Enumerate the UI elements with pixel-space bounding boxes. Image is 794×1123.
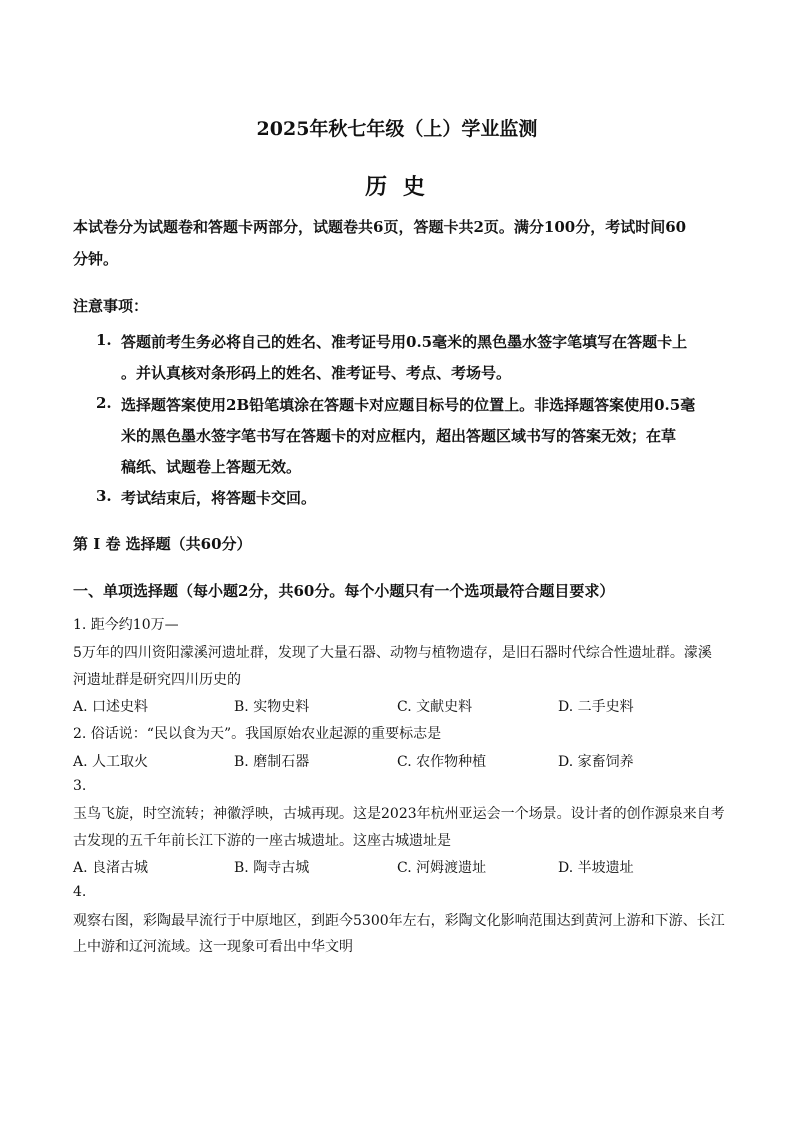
- section-title: 一、单项选择题（每小题2分，共60分。每个小题只有一个选项最符合题目要求）: [73, 582, 615, 600]
- notice-text-line: 答题前考生务必将自己的姓名、准考证号用0.5毫米的黑色墨水签字笔填写在答题卡上: [121, 333, 688, 351]
- exam-title: 2025年秋七年级（上）学业监测: [256, 118, 538, 140]
- option-a: A. 良渚古城: [73, 860, 149, 876]
- part-title: 第 I 卷 选择题（共60分）: [73, 535, 252, 553]
- option-b: B. 实物史料: [234, 699, 310, 715]
- question-text-line: 观察右图，彩陶最早流行于中原地区，到距今5300年左右，彩陶文化影响范围达到黄河上游和下游、长江: [73, 913, 725, 929]
- intro-line-2: 分钟。: [73, 250, 119, 268]
- notice-text-line: 选择题答案使用2B铅笔填涂在答题卡对应题目标号的位置上。非选择题答案使用0.5毫: [121, 396, 696, 414]
- option-b: B. 磨制石器: [234, 754, 310, 770]
- option-d: D. 二手史料: [558, 699, 634, 715]
- option-a: A. 口述史料: [73, 699, 149, 715]
- notice-text-line: 。并认真核对条形码上的姓名、准考证号、考点、考场号。: [121, 364, 512, 382]
- option-a: A. 人工取火: [73, 754, 149, 770]
- option-c: C. 文献史料: [397, 699, 473, 715]
- question-text-line: 5万年的四川资阳濛溪河遗址群，发现了大量石器、动物与植物遗存，是旧石器时代综合性遗址群。濛溪: [73, 645, 712, 661]
- question-number: 3.: [73, 778, 87, 794]
- question-number: 1. 距今约10万—: [73, 617, 179, 633]
- question-text-line: 玉鸟飞旋，时空流转；神徽浮映，古城再现。这是2023年杭州亚运会一个场景。设计者的创作源泉来自考: [73, 806, 725, 822]
- intro-line-1: 本试卷分为试题卷和答题卡两部分，试题卷共6页，答题卡共2页。满分100分，考试时间60: [73, 218, 687, 236]
- question-text-line: 上中游和辽河流域。这一现象可看出中华文明: [73, 939, 353, 955]
- option-d: D. 家畜饲养: [558, 754, 634, 770]
- option-c: C. 农作物种植: [397, 754, 487, 770]
- question-text-line: 古发现的五千年前长江下游的一座古城遗址。这座古城遗址是: [73, 833, 451, 849]
- option-c: C. 河姆渡遗址: [397, 860, 487, 876]
- notice-number: 1.: [96, 331, 112, 349]
- question-number: 4.: [73, 884, 87, 900]
- option-d: D. 半坡遗址: [558, 860, 634, 876]
- notice-text-line: 稿纸、试题卷上答题无效。: [121, 458, 302, 476]
- notice-text-line: 考试结束后，将答题卡交回。: [121, 489, 317, 507]
- subject-title: 历 史: [365, 174, 429, 200]
- notice-heading: 注意事项：: [73, 297, 149, 315]
- notice-number: 2.: [96, 394, 112, 412]
- question-number: 2. 俗话说：“民以食为天”。我国原始农业起源的重要标志是: [73, 726, 442, 742]
- question-text-line: 河遗址群是研究四川历史的: [73, 672, 241, 688]
- option-b: B. 陶寺古城: [234, 860, 310, 876]
- notice-number: 3.: [96, 487, 112, 505]
- notice-text-line: 米的黑色墨水签字笔书写在答题卡的对应框内，超出答题区域书写的答案无效；在草: [121, 427, 677, 445]
